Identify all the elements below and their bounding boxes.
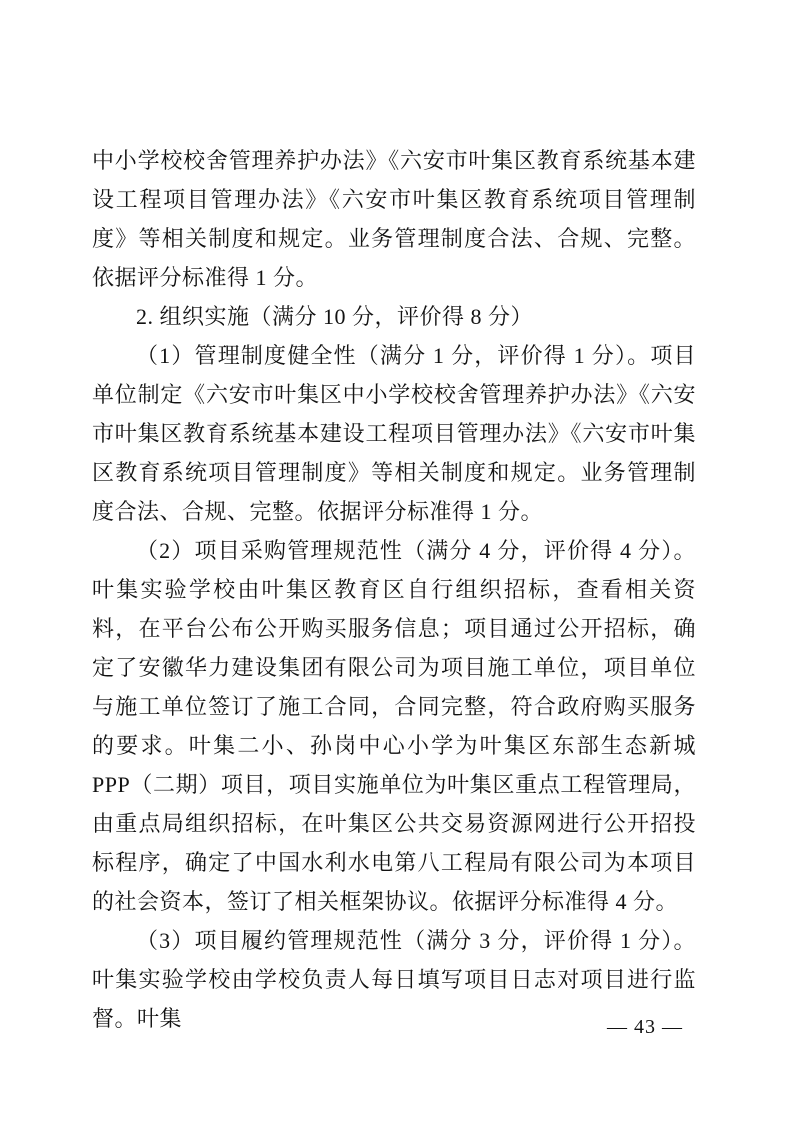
paragraph-item-1: （1）管理制度健全性（满分 1 分，评价得 1 分）。项目单位制定《六安市叶集区中小学校校舍管理养护办法》《六安市叶集区教育系统基本建设工程项目管理办法》《六安市叶集区教育系统项目管理制度》等相关制度和规定。业务管理制度合法、合规、完整。依据评分标准得 1 分。 bbox=[92, 343, 696, 524]
paragraph-continuation: 中小学校校舍管理养护办法》《六安市叶集区教育系统基本建设工程项目管理办法》《六安市叶集区教育系统项目管理制度》等相关制度和规定。业务管理制度合法、合规、完整。依据评分标准得 1 分。 bbox=[92, 148, 696, 290]
page-number-text: — 43 — bbox=[607, 1016, 683, 1038]
document-body bbox=[92, 141, 696, 1038]
paragraph-item-2: （2）项目采购管理规范性（满分 4 分，评价得 4 分）。叶集实验学校由叶集区教育区自行组织招标，查看相关资料，在平台公布公开购买服务信息；项目通过公开招标，确定了安徽华力建设集团有限公司为项目施工单位，项目单位与施工单位签订了施工合同，合同完整，符合政府购买服务的要求。叶集二小、孙岗中心小学为叶集区东部生态新城 PPP（二期）项目，项目实施单位为叶集区重点工程管理局，由重点局组织招标，在叶集区公共交易资源网进行公开招投标程序，确定了中国水利水电第八工程局有限公司为本项目的社会资本，签订了相关框架协议。依据评分标准得 4 分。 bbox=[92, 538, 696, 914]
paragraph-section-heading: 2. 组织实施（满分 10 分，评价得 8 分） bbox=[136, 304, 534, 329]
page-number bbox=[607, 1012, 683, 1042]
paragraph-item-3: （3）项目履约管理规范性（满分 3 分，评价得 1 分）。叶集实验学校由学校负责人每日填写项目日志对项目进行监督。叶集 bbox=[92, 928, 696, 1031]
